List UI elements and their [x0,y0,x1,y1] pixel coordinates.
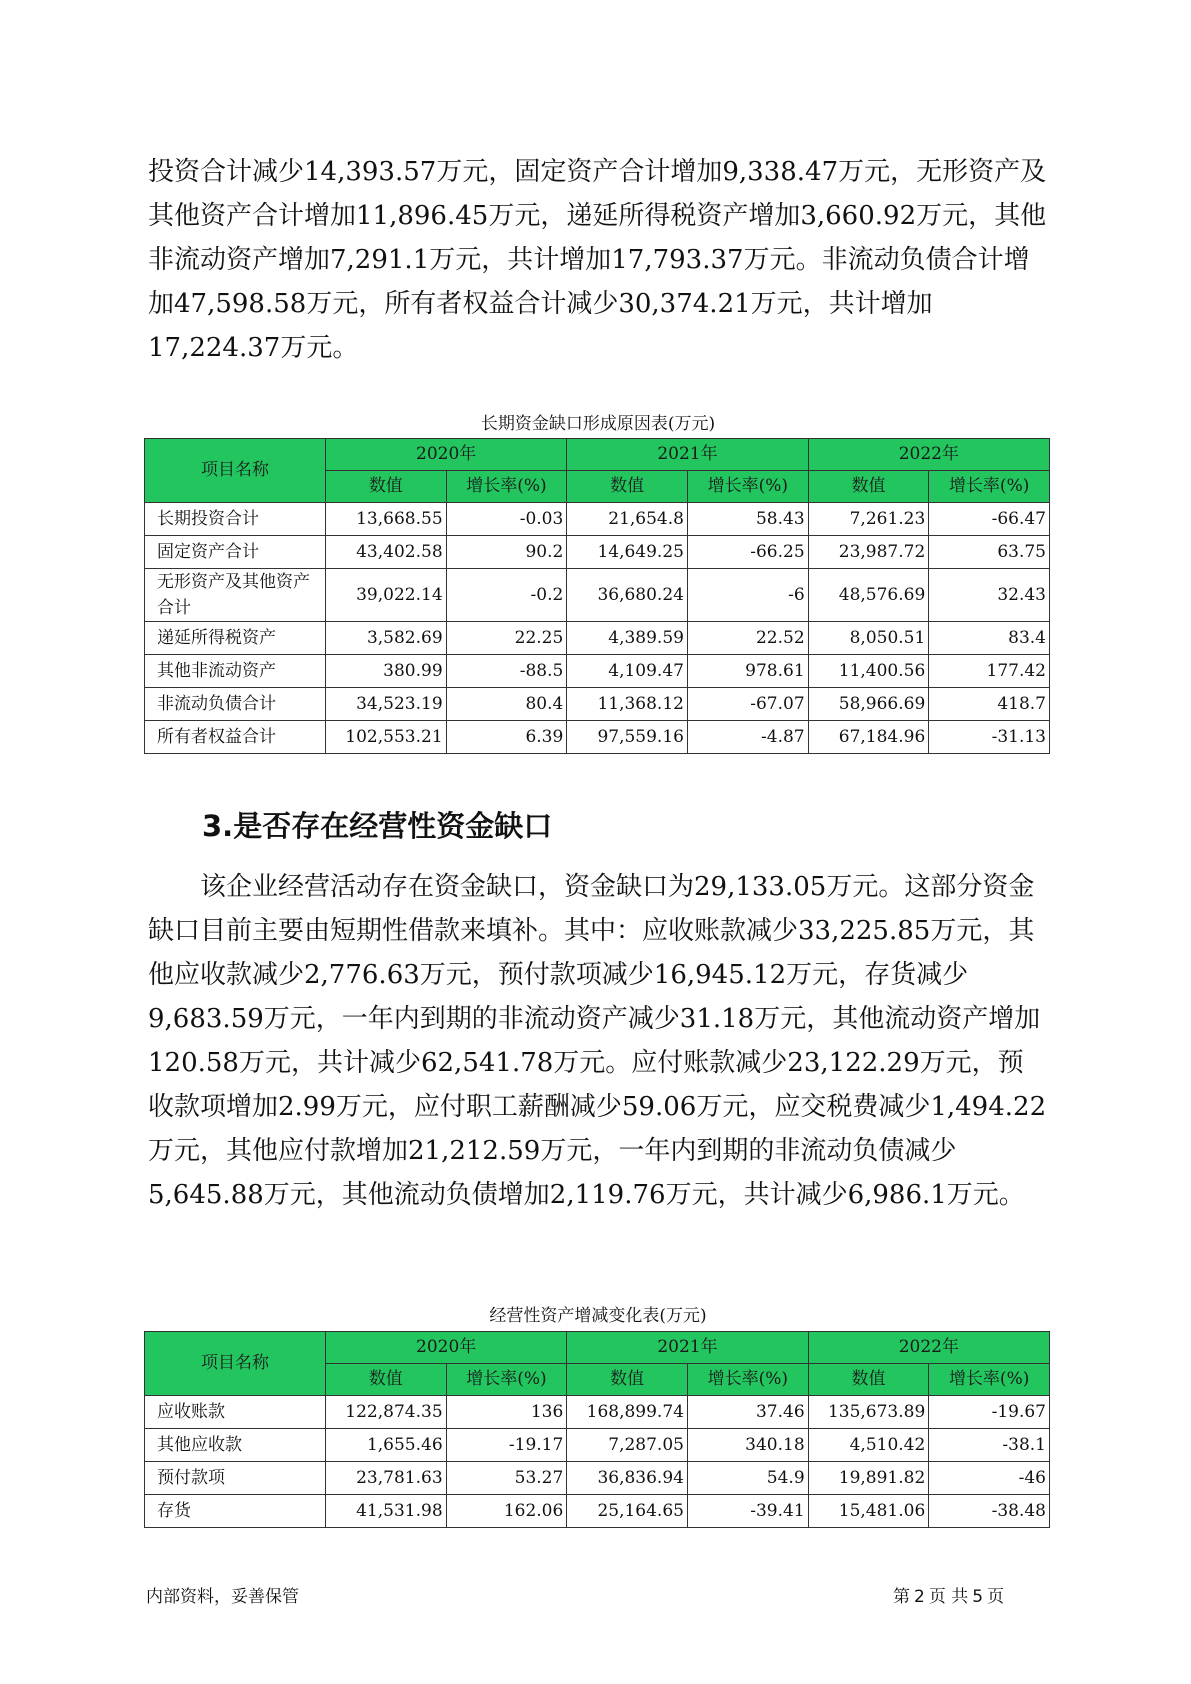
cell-value: 36,680.24 [567,569,688,622]
table-row [145,569,1050,622]
row-label: 预付款项 [145,1462,326,1495]
row-label: 所有者权益合计 [145,721,326,754]
header-rate: 增长率(%) [446,471,567,503]
cell-growth-rate: 6.39 [446,721,567,754]
cell-value: 41,531.98 [325,1495,446,1528]
cell-growth-rate: -0.2 [446,569,567,622]
header-year-2020: 2020年 [325,1332,566,1364]
cell-value: 168,899.74 [567,1396,688,1429]
row-label: 存货 [145,1495,326,1528]
cell-value: 3,582.69 [325,622,446,655]
cell-growth-rate: 978.61 [687,655,808,688]
page-suffix: 页 [987,1587,1005,1607]
row-label: 其他应收款 [145,1429,326,1462]
cell-value: 4,389.59 [567,622,688,655]
cell-value: 135,673.89 [808,1396,929,1429]
cell-growth-rate: -6 [687,569,808,622]
header-year-2022: 2022年 [808,1332,1049,1364]
cell-value: 14,649.25 [567,536,688,569]
footer-confidential-note: 内部资料，妥善保管 [146,1587,299,1607]
cell-value: 36,836.94 [567,1462,688,1495]
header-rate: 增长率(%) [687,471,808,503]
cell-growth-rate: 418.7 [929,688,1050,721]
header-value: 数值 [808,471,929,503]
cell-value: 7,287.05 [567,1429,688,1462]
cell-value: 19,891.82 [808,1462,929,1495]
cell-value: 58,966.69 [808,688,929,721]
cell-growth-rate: 177.42 [929,655,1050,688]
table-row [145,688,1050,721]
cell-growth-rate: -38.1 [929,1429,1050,1462]
cell-value: 4,510.42 [808,1429,929,1462]
cell-growth-rate: 53.27 [446,1462,567,1495]
body-paragraph-1 [148,150,1048,370]
cell-growth-rate: 90.2 [446,536,567,569]
table-row [145,1429,1050,1462]
header-value: 数值 [325,1364,446,1396]
cell-growth-rate: 22.52 [687,622,808,655]
cell-value: 23,781.63 [325,1462,446,1495]
cell-value: 1,655.46 [325,1429,446,1462]
header-value: 数值 [808,1364,929,1396]
header-item-name: 项目名称 [145,1332,326,1396]
header-rate: 增长率(%) [687,1364,808,1396]
row-label: 无形资产及其他资产合计 [145,569,326,622]
cell-value: 67,184.96 [808,721,929,754]
cell-growth-rate: -39.41 [687,1495,808,1528]
header-year-2021: 2021年 [567,1332,808,1364]
cell-growth-rate: -38.48 [929,1495,1050,1528]
cell-growth-rate: -66.25 [687,536,808,569]
cell-value: 102,553.21 [325,721,446,754]
cell-value: 39,022.14 [325,569,446,622]
header-item-name: 项目名称 [145,439,326,503]
paragraph-text: 投资合计减少14,393.57万元，固定资产合计增加9,338.47万元，无形资产及其他资产合计增加11,896.45万元，递延所得税资产增加3,660.92万元，其他非流动资产增加7,291.1万元，共计增加17,793.37万元。非流动负债合计增加47,598.58万元，所有者权益合计减少30,374.21万元，共计增加17,224.37万元。 [148,157,1047,363]
row-label: 非流动负债合计 [145,688,326,721]
table-row [145,1462,1050,1495]
table-row [145,655,1050,688]
row-label: 固定资产合计 [145,536,326,569]
cell-growth-rate: -46 [929,1462,1050,1495]
page-mid: 页 共 [928,1587,969,1607]
header-year-2021: 2021年 [567,439,808,471]
header-rate: 增长率(%) [929,471,1050,503]
table-row [145,1396,1050,1429]
table-row [145,622,1050,655]
table-long-term-gap [144,438,1050,754]
table-row [145,503,1050,536]
cell-growth-rate: 22.25 [446,622,567,655]
footer-page-number [893,1582,1008,1607]
cell-value: 25,164.65 [567,1495,688,1528]
cell-growth-rate: -67.07 [687,688,808,721]
body-paragraph-2 [148,865,1048,1217]
cell-growth-rate: 162.06 [446,1495,567,1528]
cell-growth-rate: 54.9 [687,1462,808,1495]
page-current: 2 [914,1587,925,1607]
cell-value: 48,576.69 [808,569,929,622]
header-rate: 增长率(%) [929,1364,1050,1396]
cell-value: 43,402.58 [325,536,446,569]
row-label: 其他非流动资产 [145,655,326,688]
cell-growth-rate: 136 [446,1396,567,1429]
cell-growth-rate: 32.43 [929,569,1050,622]
table-row [145,1495,1050,1528]
row-label: 长期投资合计 [145,503,326,536]
table-row [145,536,1050,569]
cell-growth-rate: 37.46 [687,1396,808,1429]
header-rate: 增长率(%) [446,1364,567,1396]
header-year-2022: 2022年 [808,439,1049,471]
cell-growth-rate: -19.17 [446,1429,567,1462]
header-value: 数值 [567,471,688,503]
section-heading: 3.是否存在经营性资金缺口 [202,809,553,843]
cell-value: 4,109.47 [567,655,688,688]
paragraph-text: 该企业经营活动存在资金缺口，资金缺口为29,133.05万元。这部分资金缺口目前主要由短期性借款来填补。其中：应收账款减少33,225.85万元，其他应收款减少2,776.63万元，预付款项减少16,945.12万元，存货减少9,683.59万元，一年内到期的非流动资产减少31.18万元，其他流动资产增加120.58万元，共计减少62,541.78万元。应付账款减少23,122.29万元，预收款项增加2.99万元，应付职工薪酬减少59.06万元，应交税费减少1,494.22万元，其他应付款增加21,212.59万元，一年内到期的非流动负债减少5,645.88万元，其他流动负债增加2,119.76万元，共计减少6,986.1万元。 [148,872,1047,1210]
table-1-caption: 长期资金缺口形成原因表(万元) [480,414,716,434]
page-total: 5 [972,1587,984,1607]
cell-growth-rate: 63.75 [929,536,1050,569]
cell-value: 21,654.8 [567,503,688,536]
cell-value: 8,050.51 [808,622,929,655]
cell-value: 380.99 [325,655,446,688]
cell-value: 97,559.16 [567,721,688,754]
table-row [145,721,1050,754]
cell-growth-rate: -66.47 [929,503,1050,536]
cell-value: 23,987.72 [808,536,929,569]
table-2-caption: 经营性资产增减变化表(万元) [489,1306,707,1326]
cell-growth-rate: 83.4 [929,622,1050,655]
page-prefix: 第 [893,1587,910,1607]
cell-value: 11,400.56 [808,655,929,688]
header-value: 数值 [325,471,446,503]
cell-value: 7,261.23 [808,503,929,536]
header-value: 数值 [567,1364,688,1396]
cell-growth-rate: -19.67 [929,1396,1050,1429]
table-operating-assets [144,1331,1050,1528]
cell-value: 11,368.12 [567,688,688,721]
cell-growth-rate: -31.13 [929,721,1050,754]
cell-growth-rate: 80.4 [446,688,567,721]
cell-growth-rate: 58.43 [687,503,808,536]
header-year-2020: 2020年 [325,439,566,471]
cell-value: 34,523.19 [325,688,446,721]
cell-growth-rate: -4.87 [687,721,808,754]
cell-growth-rate: -88.5 [446,655,567,688]
cell-value: 122,874.35 [325,1396,446,1429]
cell-value: 15,481.06 [808,1495,929,1528]
row-label: 递延所得税资产 [145,622,326,655]
cell-growth-rate: -0.03 [446,503,567,536]
cell-growth-rate: 340.18 [687,1429,808,1462]
row-label: 应收账款 [145,1396,326,1429]
cell-value: 13,668.55 [325,503,446,536]
